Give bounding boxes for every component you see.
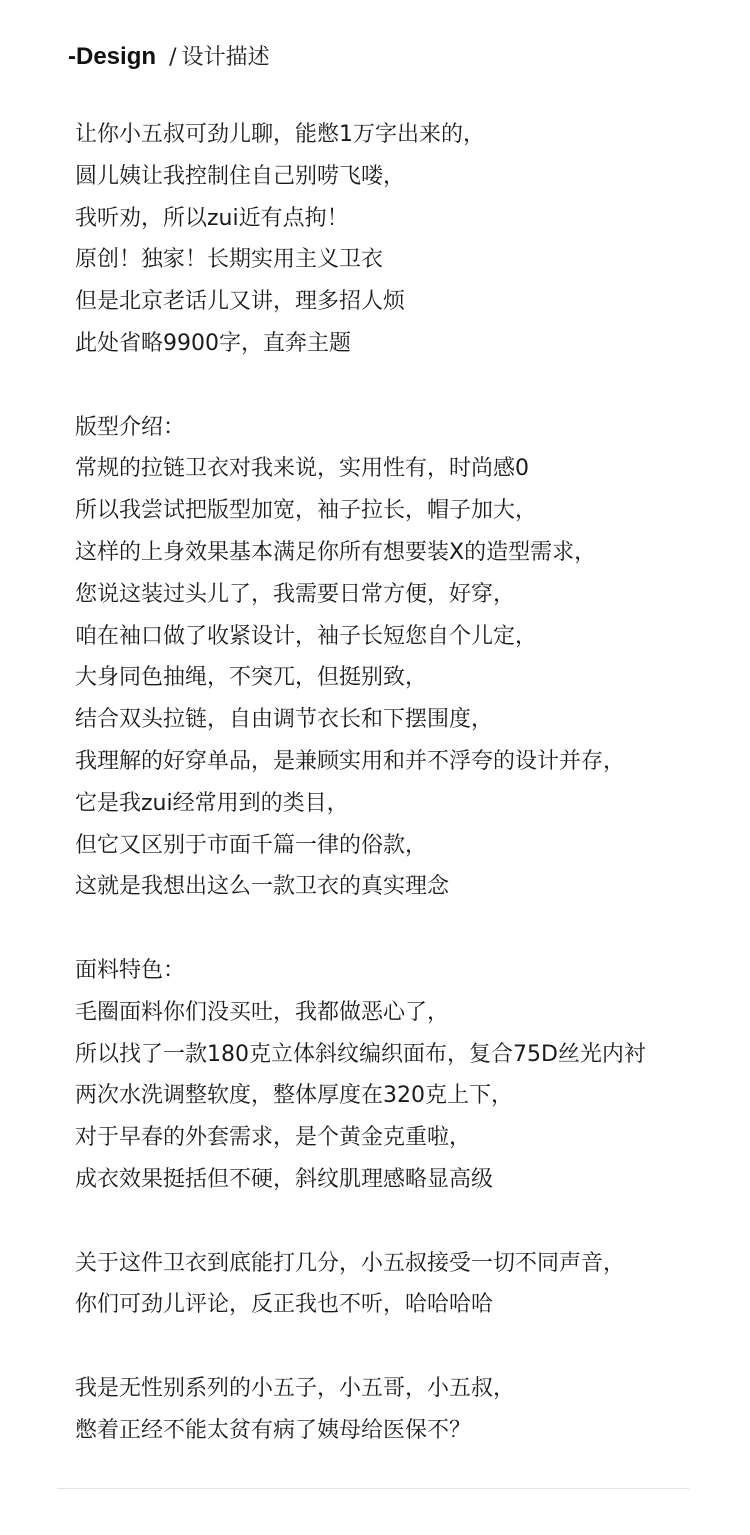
text-line: 面料特色： (75, 957, 186, 983)
text-line: 憋着正经不能太贫有病了姨母给医保不？ (75, 1417, 472, 1443)
text-line: 我是无性别系列的小五子，小五哥，小五叔， (75, 1375, 516, 1401)
paragraph-gap (75, 1326, 725, 1368)
text-line: 所以我尝试把版型加宽，袖子拉长，帽子加大， (75, 498, 538, 524)
heading-chinese: 设计描述 (181, 45, 270, 70)
text-line: 关于这件卫衣到底能打几分，小五叔接受一切不同声音， (75, 1250, 626, 1276)
text-line: 我听劝，所以zui近有点拘！ (75, 205, 349, 231)
heading-english: -Design (68, 43, 157, 70)
text-line: 你们可劲儿评论，反正我也不听，哈哈哈哈 (75, 1292, 494, 1318)
text-line: 我理解的好穿单品，是兼顾实用和并不浮夸的设计并存， (75, 748, 626, 774)
paragraph-gap (75, 908, 725, 950)
section-heading (68, 40, 270, 74)
text-line: 咱在袖口做了收紧设计，袖子长短您自个儿定， (75, 623, 538, 649)
text-line: 但是北京老话儿又讲，理多招人烦 (75, 289, 406, 315)
paragraph-gap (75, 365, 725, 407)
description-body (75, 114, 725, 1452)
text-line: 这就是我想出这么一款卫衣的真实理念 (75, 874, 450, 900)
heading-separator: / (169, 45, 177, 70)
paragraph-gap (75, 1201, 725, 1243)
text-line: 圆儿姨让我控制住自己别唠飞喽， (75, 163, 406, 189)
text-line: 您说这装过头儿了，我需要日常方便，好穿， (75, 581, 516, 607)
text-line: 这样的上身效果基本满足你所有想要装X的造型需求， (75, 539, 597, 565)
text-line: 让你小五叔可劲儿聊，能憋1万字出来的， (75, 122, 485, 147)
text-line: 所以找了一款180克立体斜纹编织面布，复合75D丝光内衬 (75, 1041, 646, 1067)
text-line: 毛圈面料你们没买吐，我都做恶心了， (75, 999, 450, 1025)
text-line: 它是我zui经常用到的类目， (75, 790, 349, 816)
text-line: 原创！独家！长期实用主义卫衣 (75, 247, 384, 273)
text-line: 对于早春的外套需求，是个黄金克重啦， (75, 1125, 472, 1151)
text-line: 但它又区别于市面千篇一律的俗款， (75, 832, 428, 858)
text-line: 此处省略9900字，直奔主题 (75, 330, 351, 356)
text-line: 版型介绍： (75, 414, 186, 440)
text-line: 常规的拉链卫衣对我来说，实用性有，时尚感0 (75, 456, 529, 482)
text-line: 成衣效果挺括但不硬，斜纹肌理感略显高级 (75, 1166, 494, 1192)
bottom-divider (57, 1488, 689, 1489)
text-line: 两次水洗调整软度，整体厚度在320克上下， (75, 1083, 513, 1109)
text-line: 结合双头拉链，自由调节衣长和下摆围度， (75, 707, 494, 733)
text-line: 大身同色抽绳，不突兀，但挺别致， (75, 665, 428, 691)
